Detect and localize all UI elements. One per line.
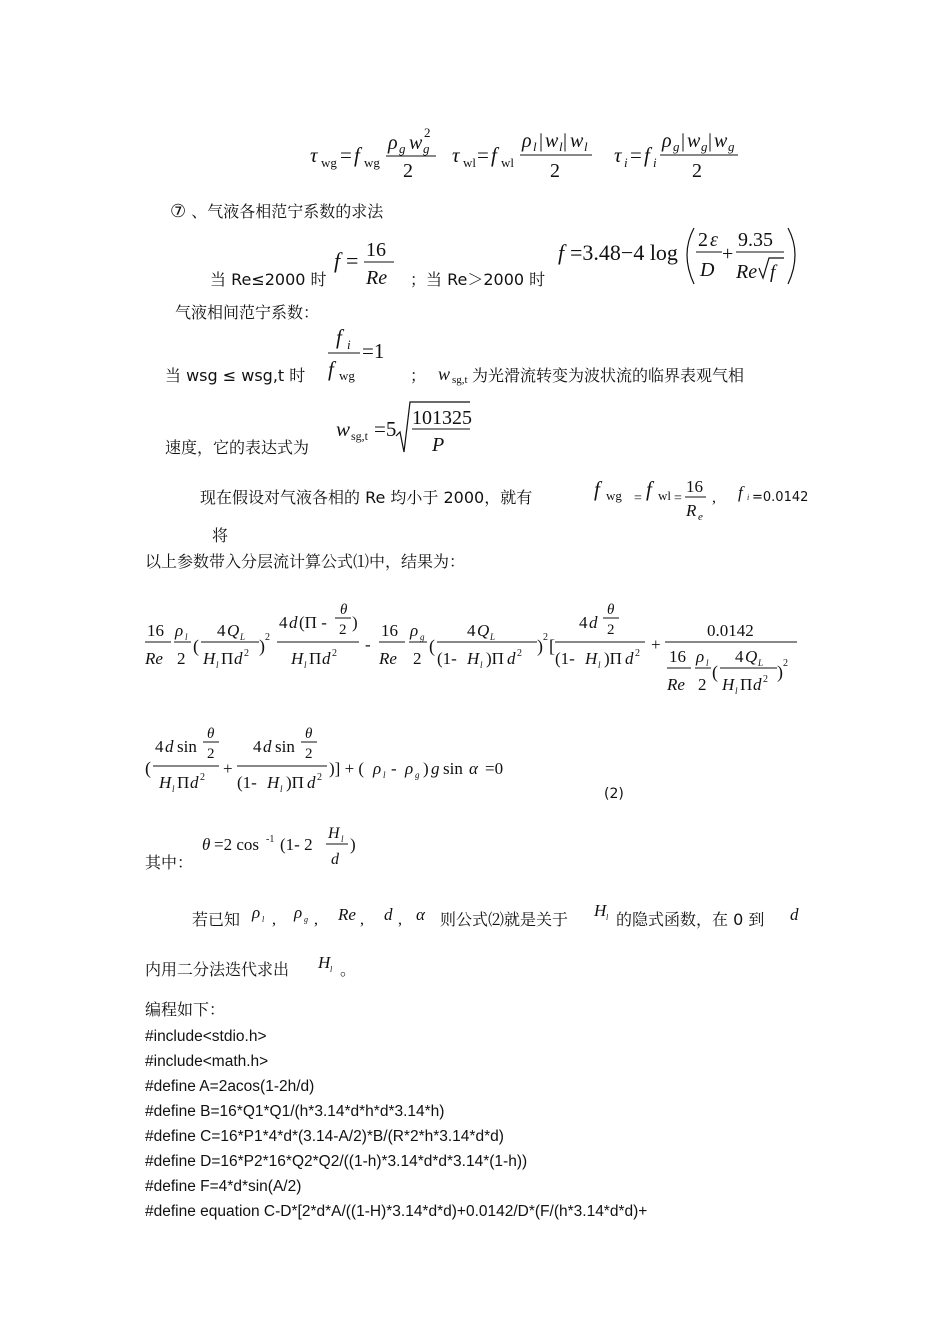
- svg-text:2: 2: [550, 160, 560, 182]
- formula-number: (2): [604, 786, 624, 802]
- svg-text:ρ: ρ: [388, 132, 398, 154]
- svg-text:L: L: [490, 632, 496, 642]
- svg-text:w: w: [570, 130, 584, 152]
- svg-text:H: H: [291, 649, 304, 668]
- svg-text:2: 2: [207, 746, 215, 762]
- svg-text:L: L: [758, 658, 764, 668]
- svg-text:2: 2: [339, 622, 347, 638]
- svg-text:=1: =1: [362, 339, 385, 363]
- jiang-text: 将: [212, 526, 229, 545]
- svg-text:=5: =5: [374, 417, 397, 441]
- svg-text:,: ,: [272, 911, 276, 928]
- svg-text:g: g: [415, 770, 420, 780]
- svg-text:ρ: ρ: [662, 130, 672, 152]
- code-line: #define D=16*P2*16*Q2*Q2/((1-h)*3.14*d*d*3.14*(1-h)): [145, 1153, 528, 1170]
- known-suffix: 的隐式函数，在 0 到: [616, 910, 765, 929]
- svg-text:g: g: [431, 759, 440, 778]
- svg-text:wl: wl: [658, 488, 671, 503]
- tau-wl-formula: [452, 130, 592, 182]
- svg-text:f: f: [644, 143, 650, 167]
- svg-text:2: 2: [413, 649, 422, 668]
- svg-text:θ: θ: [607, 602, 615, 618]
- svg-text:l: l: [330, 965, 333, 974]
- svg-text:(1-: (1-: [555, 649, 575, 668]
- svg-text:2: 2: [698, 675, 707, 694]
- svg-text:τ: τ: [452, 143, 460, 167]
- svg-text:=: =: [630, 143, 642, 167]
- turbulent-friction-formula: [556, 222, 806, 290]
- svg-text:f: f: [328, 357, 334, 381]
- svg-text:|: |: [681, 130, 686, 152]
- svg-text:=: =: [477, 143, 489, 167]
- svg-text:): ): [537, 636, 543, 656]
- svg-text:θ: θ: [305, 726, 313, 742]
- code-line: #include<stdio.h>: [145, 1028, 267, 1045]
- section-marker: ⑦: [170, 201, 187, 222]
- stratified-flow-formula-part1: [145, 592, 810, 704]
- svg-text:2: 2: [698, 229, 708, 251]
- svg-text:l: l: [280, 784, 283, 794]
- svg-text:H: H: [159, 773, 172, 792]
- code-line: #define A=2acos(1-2h/d): [145, 1078, 315, 1095]
- svg-text:α: α: [416, 905, 425, 924]
- svg-text:+: +: [651, 635, 661, 654]
- svg-text:2: 2: [265, 632, 270, 643]
- svg-text:=2 cos: =2 cos: [214, 835, 259, 854]
- svg-text:l: l: [559, 139, 563, 154]
- svg-text:=: =: [634, 491, 642, 506]
- svg-text:α: α: [469, 759, 478, 778]
- svg-text:2: 2: [543, 632, 548, 643]
- svg-text:4: 4: [253, 737, 262, 756]
- svg-text:l: l: [185, 632, 188, 642]
- svg-text:(: (: [145, 758, 151, 778]
- svg-text:Π: Π: [309, 649, 322, 668]
- svg-text:H: H: [594, 901, 607, 920]
- interphase-label: 气液相间范宁系数：: [175, 303, 320, 322]
- svg-text:2: 2: [783, 658, 788, 669]
- svg-text:d: d: [790, 905, 799, 924]
- svg-text:l: l: [584, 139, 588, 154]
- svg-text:): ): [350, 835, 356, 854]
- known-prefix: 若已知: [192, 910, 241, 929]
- svg-text:w: w: [714, 130, 728, 152]
- svg-text:Re: Re: [736, 261, 758, 283]
- svg-text:): ): [777, 662, 783, 682]
- svg-text:g: g: [701, 139, 708, 154]
- svg-text:-: -: [365, 635, 371, 654]
- svg-text:D: D: [700, 259, 715, 281]
- svg-text:l: l: [341, 834, 344, 844]
- svg-text:Q: Q: [745, 647, 758, 666]
- svg-text:2: 2: [635, 648, 640, 659]
- svg-text:): ): [259, 636, 265, 656]
- svg-text:Π: Π: [177, 773, 190, 792]
- code-block: [145, 1024, 647, 1224]
- svg-text:H: H: [203, 649, 216, 668]
- svg-text:f: f: [646, 477, 652, 501]
- svg-text:2: 2: [692, 160, 702, 182]
- svg-text:2: 2: [763, 674, 768, 685]
- svg-text:g: g: [420, 632, 425, 642]
- svg-text:f: f: [491, 143, 497, 167]
- svg-text:-1: -1: [266, 834, 275, 845]
- svg-text:d: d: [165, 737, 174, 756]
- svg-text:=3.48−4 log: =3.48−4 log: [570, 240, 678, 265]
- svg-text:ρ: ρ: [405, 759, 414, 778]
- svg-text:l: l: [606, 913, 609, 922]
- svg-text:|: |: [563, 130, 568, 152]
- svg-text:f: f: [738, 483, 743, 502]
- svg-text:4: 4: [217, 621, 226, 640]
- svg-text:)Π: )Π: [286, 773, 304, 792]
- tau-wg-formula: [310, 125, 436, 182]
- svg-text:(: (: [712, 662, 718, 682]
- svg-text:ρ: ρ: [522, 130, 532, 152]
- code-line: #define equation C-D*[2*d*A/((1-H)*3.14*d*d)+0.0142/D*(F/(h*3.14*d*d)+: [145, 1203, 648, 1220]
- svg-text:f: f: [558, 240, 565, 265]
- svg-text:w: w: [687, 130, 701, 152]
- svg-text:l: l: [216, 660, 219, 670]
- svg-text:2: 2: [317, 772, 322, 783]
- svg-text:wl: wl: [463, 155, 476, 170]
- svg-text:Q: Q: [227, 621, 240, 640]
- svg-text:l: l: [706, 658, 709, 668]
- svg-text:d: d: [589, 613, 598, 632]
- svg-text:sg,t: sg,t: [351, 429, 369, 443]
- svg-text:ρ: ρ: [696, 647, 705, 666]
- svg-text:16: 16: [686, 477, 703, 496]
- bisection-text: 内用二分法迭代求出: [145, 960, 290, 979]
- svg-text:wg: wg: [321, 155, 337, 170]
- svg-text:(1-: (1-: [237, 773, 257, 792]
- svg-text:2: 2: [517, 648, 522, 659]
- svg-text:ε: ε: [710, 229, 718, 251]
- svg-text:wg: wg: [364, 155, 380, 170]
- svg-text:d: d: [289, 613, 298, 632]
- svg-text:θ: θ: [202, 835, 211, 854]
- svg-text:2: 2: [244, 648, 249, 659]
- svg-text:|: |: [708, 130, 713, 152]
- code-line: #define B=16*Q1*Q1/(h*3.14*d*h*d*3.14*h): [145, 1103, 445, 1120]
- svg-text:[: [: [549, 636, 555, 656]
- svg-text:Re: Re: [366, 267, 388, 289]
- wsgt-description: 为光滑流转变为波状流的临界表观气相: [472, 366, 745, 385]
- svg-text:d: d: [234, 649, 243, 668]
- svg-text:|: |: [539, 130, 544, 152]
- svg-text:wg: wg: [606, 488, 622, 503]
- svg-text:4: 4: [279, 613, 288, 632]
- svg-text:(: (: [429, 636, 435, 656]
- svg-text:2: 2: [332, 648, 337, 659]
- svg-text:d: d: [190, 773, 199, 792]
- svg-text:ρ: ρ: [252, 903, 261, 922]
- hl-symbol: [592, 898, 616, 928]
- svg-text:i: i: [653, 155, 657, 170]
- svg-text:0.0142: 0.0142: [707, 621, 754, 640]
- wsg-condition-text: 当 wsg ≤ wsg,t 时: [165, 366, 306, 385]
- svg-text:4: 4: [155, 737, 164, 756]
- svg-text:H: H: [585, 649, 598, 668]
- svg-text:d: d: [384, 905, 393, 924]
- section-title: 、气液各相范宁系数的求法: [191, 202, 384, 221]
- section-heading: [170, 202, 383, 222]
- svg-text:9.35: 9.35: [738, 229, 773, 251]
- svg-text:i: i: [624, 155, 628, 170]
- svg-text:=: =: [674, 491, 682, 506]
- svg-text:θ: θ: [207, 726, 215, 742]
- d-symbol: [788, 902, 804, 928]
- svg-text:w: w: [336, 417, 351, 441]
- svg-text:sin: sin: [275, 737, 295, 756]
- svg-text:i: i: [747, 493, 750, 502]
- svg-text:(: (: [193, 636, 199, 656]
- svg-text:f: f: [334, 248, 341, 273]
- fi-value: =0.0142: [752, 490, 809, 505]
- svg-text:2: 2: [607, 622, 615, 638]
- svg-text:16: 16: [147, 621, 164, 640]
- svg-text:f: f: [594, 477, 600, 501]
- svg-text:): ): [423, 759, 429, 778]
- equal-friction-formula: [592, 472, 728, 526]
- svg-text:,: ,: [398, 911, 402, 928]
- svg-text:Π: Π: [740, 675, 753, 694]
- svg-text:Re: Re: [667, 675, 685, 694]
- svg-text:2: 2: [424, 125, 431, 140]
- svg-text:-: -: [391, 759, 397, 778]
- svg-text:f: f: [354, 143, 360, 167]
- code-line: #include<math.h>: [145, 1053, 269, 1070]
- svg-text:l: l: [480, 660, 483, 670]
- svg-text:2: 2: [200, 772, 205, 783]
- svg-text:τ: τ: [614, 143, 622, 167]
- assumption-text: 现在假设对气液各相的 Re 均小于 2000，就有: [200, 488, 533, 507]
- svg-text:4: 4: [579, 613, 588, 632]
- svg-text:sg,t: sg,t: [452, 374, 468, 386]
- svg-text:16: 16: [366, 239, 386, 261]
- svg-text:H: H: [722, 675, 735, 694]
- svg-text:+: +: [223, 759, 233, 778]
- semicolon-2: ；: [410, 366, 427, 385]
- svg-text:e: e: [698, 511, 703, 523]
- svg-text:2: 2: [305, 746, 313, 762]
- svg-text:g: g: [673, 139, 680, 154]
- svg-text:L: L: [240, 632, 246, 642]
- svg-text:i: i: [347, 337, 351, 352]
- svg-text:)Π: )Π: [486, 649, 504, 668]
- svg-text:Re: Re: [145, 649, 163, 668]
- svg-text:16: 16: [669, 647, 686, 666]
- svg-text:l: l: [383, 770, 386, 780]
- svg-text:Re: Re: [379, 649, 397, 668]
- svg-text:g: g: [728, 139, 735, 154]
- svg-text:l: l: [172, 784, 175, 794]
- svg-text:,: ,: [712, 489, 716, 506]
- speed-expression-text: 速度，它的表达式为: [165, 438, 310, 457]
- svg-text:)Π: )Π: [604, 649, 622, 668]
- svg-text:+: +: [722, 243, 734, 265]
- svg-text:R: R: [686, 501, 697, 520]
- svg-text:H: H: [467, 649, 480, 668]
- svg-text:sin: sin: [443, 759, 463, 778]
- svg-text:sin: sin: [177, 737, 197, 756]
- svg-text:wl: wl: [501, 155, 514, 170]
- svg-text:ρ: ρ: [373, 759, 382, 778]
- svg-text:H: H: [318, 953, 331, 972]
- known-symbols: [250, 898, 446, 932]
- stratified-flow-formula-part2: [145, 720, 565, 800]
- interphase-ratio-formula: [322, 320, 394, 384]
- re-le-2000-text: 当 Re≤2000 时: [210, 270, 327, 289]
- laminar-friction-formula: [332, 236, 404, 292]
- svg-text:=: =: [346, 248, 359, 273]
- svg-text:H: H: [267, 773, 280, 792]
- svg-text:g: g: [423, 141, 430, 156]
- hl-symbol-2: [316, 950, 340, 980]
- svg-text:ρ: ρ: [294, 903, 303, 922]
- svg-text:d: d: [263, 737, 272, 756]
- wsgt-symbol: [436, 360, 472, 388]
- svg-text:w: w: [545, 130, 559, 152]
- theta-formula: [200, 820, 370, 874]
- wsgt-formula: [334, 398, 476, 458]
- svg-text:d: d: [322, 649, 331, 668]
- known-mid: 则公式⑵就是关于: [440, 910, 569, 929]
- svg-text:): ): [352, 613, 358, 632]
- svg-text:l: l: [304, 660, 307, 670]
- svg-text:P: P: [432, 434, 445, 456]
- svg-text:f: f: [336, 325, 342, 349]
- svg-text:θ: θ: [340, 602, 348, 618]
- svg-text:2: 2: [403, 160, 413, 182]
- shear-stress-formulas: [300, 120, 760, 186]
- where-label: 其中：: [145, 853, 194, 872]
- svg-text:d: d: [753, 675, 762, 694]
- svg-text:w: w: [438, 364, 451, 384]
- svg-text:l: l: [735, 686, 738, 696]
- svg-text:=: =: [340, 143, 352, 167]
- svg-text:ρ: ρ: [175, 621, 184, 640]
- tau-i-formula: [614, 130, 738, 182]
- svg-text:Π: Π: [221, 649, 234, 668]
- bisection-end: 。: [340, 960, 357, 979]
- svg-text:(1-: (1-: [437, 649, 457, 668]
- svg-text:Re: Re: [338, 905, 356, 924]
- svg-text:,: ,: [360, 911, 364, 928]
- svg-text:l: l: [533, 139, 537, 154]
- svg-text:l: l: [598, 660, 601, 670]
- programming-label: 编程如下：: [145, 1000, 226, 1019]
- svg-text:(Π -: (Π -: [299, 613, 327, 632]
- svg-text:4: 4: [735, 647, 744, 666]
- svg-text:,: ,: [314, 911, 318, 928]
- code-line: #define C=16*P1*4*d*(3.14-A/2)*B/(R*2*h*3.14*d*d): [145, 1128, 504, 1145]
- svg-text:ρ: ρ: [410, 621, 419, 640]
- svg-text:101325: 101325: [412, 407, 472, 429]
- svg-text:4: 4: [467, 621, 476, 640]
- svg-text:f: f: [770, 262, 776, 283]
- svg-text:H: H: [328, 825, 340, 842]
- svg-text:)] + (: )] + (: [329, 759, 365, 778]
- svg-text:d: d: [331, 851, 339, 868]
- svg-text:w: w: [409, 132, 423, 154]
- svg-text:d: d: [625, 649, 634, 668]
- svg-text:=0: =0: [485, 759, 504, 778]
- code-line: #define F=4*d*sin(A/2): [145, 1178, 302, 1195]
- svg-text:wg: wg: [339, 368, 355, 383]
- svg-text:g: g: [304, 915, 308, 924]
- svg-text:g: g: [399, 141, 406, 156]
- svg-text:l: l: [262, 915, 265, 924]
- re-gt-2000-text: ；当 Re＞2000 时: [410, 270, 546, 289]
- svg-text:2: 2: [177, 649, 186, 668]
- svg-text:τ: τ: [310, 143, 318, 167]
- svg-text:Q: Q: [477, 621, 490, 640]
- svg-text:d: d: [507, 649, 516, 668]
- substitute-text: 以上参数带入分层流计算公式⑴中，结果为：: [145, 552, 466, 571]
- svg-text:(1- 2: (1- 2: [280, 835, 313, 854]
- svg-text:d: d: [307, 773, 316, 792]
- svg-text:16: 16: [381, 621, 398, 640]
